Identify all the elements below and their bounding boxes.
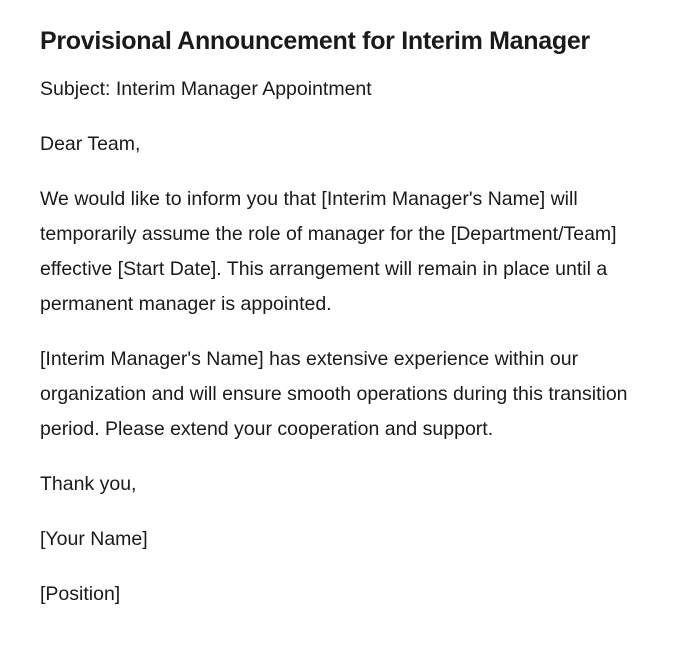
subject-line: Subject: Interim Manager Appointment [40, 78, 372, 100]
signature-position: [Position] [40, 583, 121, 605]
signature-name: [Your Name] [40, 528, 148, 550]
body-paragraph-1: We would like to inform you that [Interim Manager's Name] will temporarily assume the role of manager for the [Department/Team] effective [Start Date]. This arrangement will remain in place until a permanent manager is appointed. [40, 188, 617, 315]
closing: Thank you, [40, 473, 137, 495]
body-paragraph-2: [Interim Manager's Name] has extensive experience within our organization and will ensure smooth operations during this transition period. Please extend your cooperation and support. [40, 348, 628, 440]
greeting: Dear Team, [40, 133, 141, 155]
document-title: Provisional Announcement for Interim Manager [40, 27, 590, 55]
